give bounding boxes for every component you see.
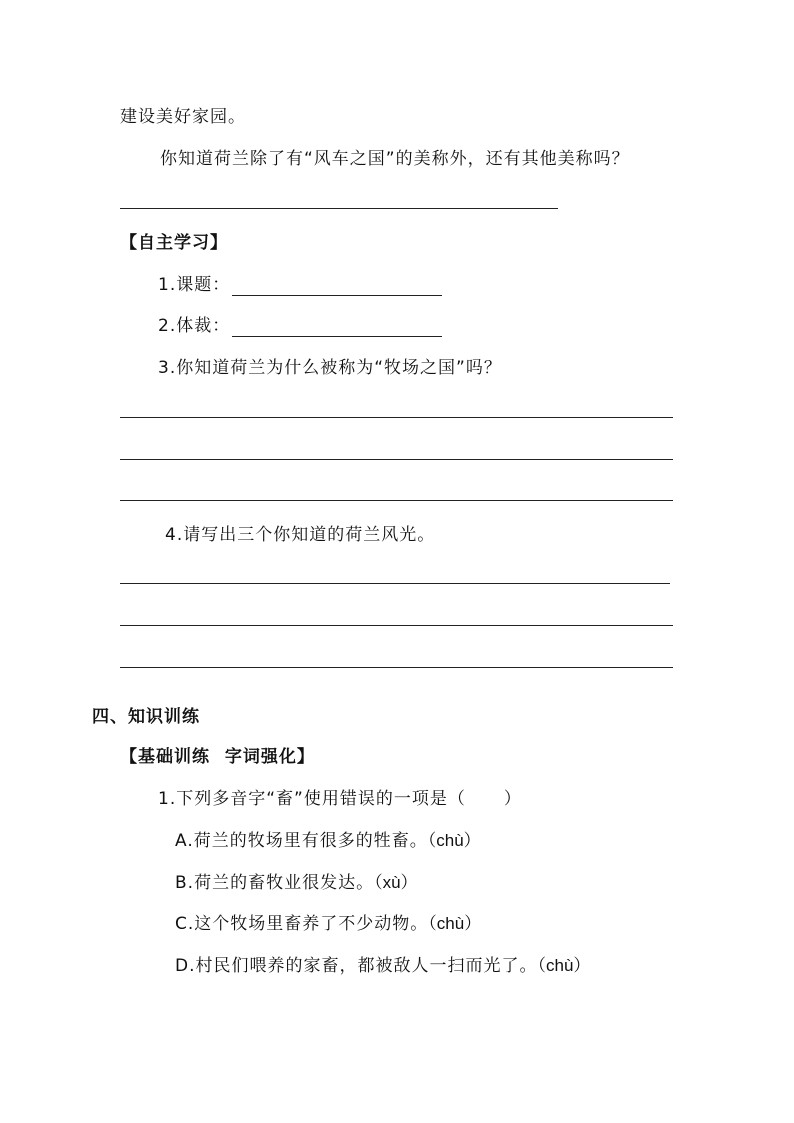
answer-line[interactable] [120,500,673,501]
self-study-item-3 [158,357,502,379]
option-pinyin: （chù） [428,914,482,933]
option-text: 这个牧场里畜养了不少动物。 [194,914,429,934]
answer-line[interactable] [120,417,673,418]
intro-continuation: 建设美好家园。 [120,107,246,127]
option-text: 荷兰的牧场里有很多的牲畜。 [193,831,428,851]
item-label: 请写出三个你知道的荷兰风光。 [183,525,436,545]
answer-line[interactable] [120,208,558,209]
option-text: 村民们喂养的家畜，都被敌人一扫而光了。 [195,956,538,976]
question-1 [158,788,522,810]
option-a [175,830,481,852]
section-four-subheading: 【基础训练 字词强化】 [120,747,315,767]
self-study-heading: 【自主学习】 [120,233,228,253]
section-four-heading: 四、知识训练 [92,707,200,727]
item-label: 你知道荷兰为什么被称为“牧场之国”吗？ [176,358,502,378]
question-text: 下列多音字“畜”使用错误的一项是（ [176,789,466,809]
item-number: 4. [165,525,184,545]
option-c [175,913,481,935]
self-study-item-1 [158,274,442,296]
option-pinyin: （chù） [427,831,481,850]
option-letter: D. [175,956,196,976]
intro-question: 你知道荷兰除了有“风车之国”的美称外，还有其他美称吗？ [160,149,630,169]
answer-line[interactable] [120,667,673,668]
question-number: 1. [158,789,177,809]
question-close-paren: ） [503,789,522,809]
item-number: 1. [158,275,177,295]
self-study-item-2 [158,315,442,337]
option-letter: A. [175,831,194,851]
item-label: 课题： [176,275,231,295]
answer-line[interactable] [120,583,670,584]
option-pinyin: （chù） [537,956,591,975]
item-number: 2. [158,316,177,336]
item-label: 体裁： [176,316,231,336]
option-letter: C. [175,914,195,934]
genre-blank[interactable] [232,321,442,337]
option-pinyin: （xù） [374,873,418,892]
answer-line[interactable] [120,459,673,460]
option-d [175,955,590,977]
item-number: 3. [158,358,177,378]
self-study-item-4 [165,524,435,546]
option-b [175,872,418,894]
title-blank[interactable] [232,280,442,296]
option-text: 荷兰的畜牧业很发达。 [194,873,375,893]
option-letter: B. [175,873,195,893]
answer-line[interactable] [120,625,673,626]
